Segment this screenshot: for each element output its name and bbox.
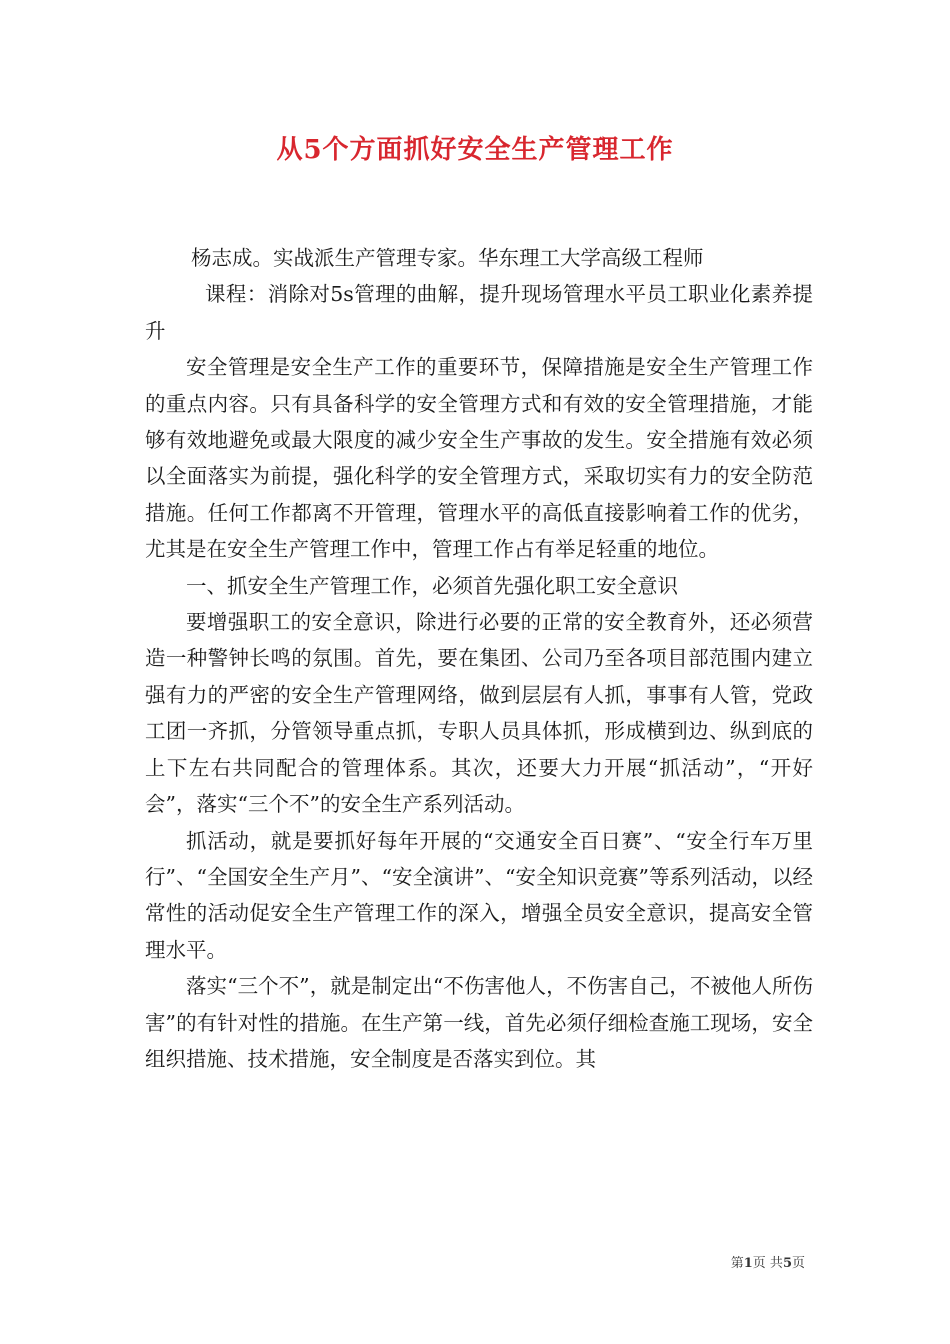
footer-suffix: 页 <box>791 1256 805 1271</box>
paragraph-intro: 安全管理是安全生产工作的重要环节，保障措施是安全生产管理工作的重点内容。只有具备科学的安全管理方式和有效的安全管理措施，才能够有效地避免或最大限度的减少安全生产事故的发生。安全措施有效必须以全面落实为前提，强化科学的安全管理方式，采取切实有力的安全防范措施。任何工作都离不开管理，管理水平的高低直接影响着工作的优劣，尤其是在安全生产管理工作中，管理工作占有举足轻重的地位。 <box>145 355 813 562</box>
footer-total-pages: 5 <box>782 1256 792 1271</box>
footer-middle: 页 共 <box>752 1256 783 1271</box>
author-line: 杨志成。实战派生产管理专家。华东理工大学高级工程师 <box>191 246 704 270</box>
paragraph-awareness: 要增强职工的安全意识，除进行必要的正常的安全教育外，还必须营造一种警钟长鸣的氛围。首先，要在集团、公司乃至各项目部范围内建立强有力的严密的安全生产管理网络，做到层层有人抓，事事有人管，党政工团一齐抓，分管领导重点抓，专职人员具体抓，形成横到边、纵到底的上下左右共同配合的管理体系。其次，还要大力开展“抓活动”，“开好会”，落实“三个不”的安全生产系列活动。 <box>145 610 813 817</box>
paragraph-activities: 抓活动，就是要抓好每年开展的“交通安全百日赛”、“安全行车万里行”、“全国安全生产月”、“安全演讲”、“安全知识竞赛”等系列活动，以经常性的活动促安全生产管理工作的深入，增强全员安全意识，提高安全管理水平。 <box>145 828 813 962</box>
document-title: 从5个方面抓好安全生产管理工作 <box>276 135 674 165</box>
page-footer <box>731 1252 805 1271</box>
section-heading-1: 一、抓安全生产管理工作，必须首先强化职工安全意识 <box>186 573 678 598</box>
document-body <box>145 240 813 1077</box>
footer-current-page: 1 <box>743 1256 753 1271</box>
footer-prefix: 第 <box>730 1256 744 1271</box>
course-line: 课程：消除对5s管理的曲解，提升现场管理水平员工职业化素养提升 <box>145 282 813 343</box>
paragraph-three-nos: 落实“三个不”，就是制定出“不伤害他人，不伤害自己，不被他人所伤害”的有针对性的措施。在生产第一线，首先必须仔细检查施工现场，安全组织措施、技术措施，安全制度是否落实到位。其 <box>145 974 813 1071</box>
